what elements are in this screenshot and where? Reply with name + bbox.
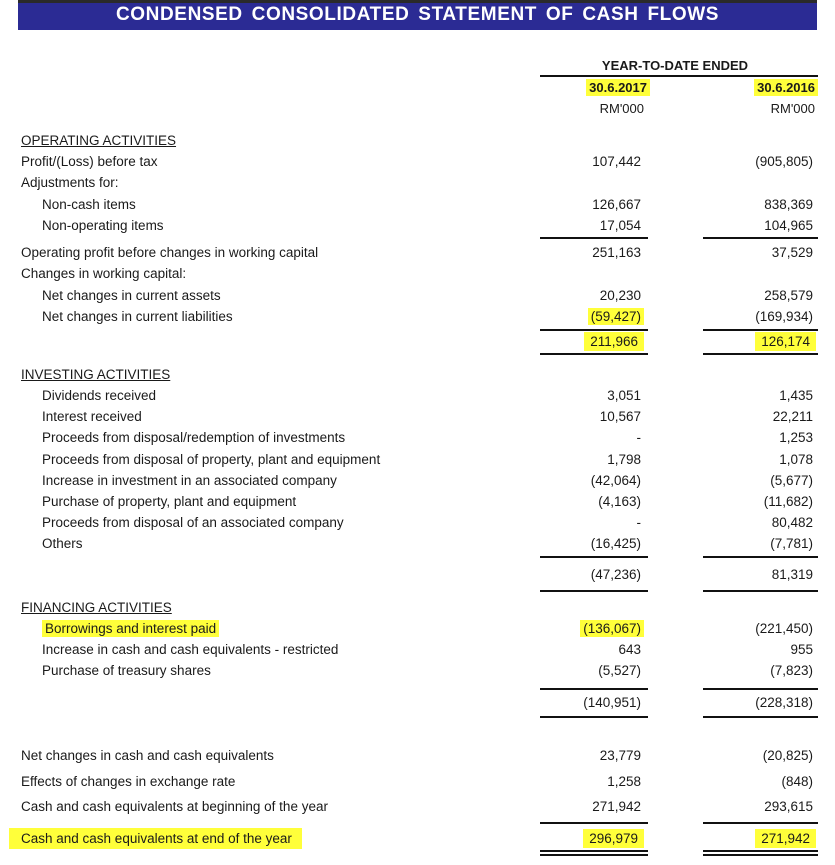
value-2016: (7,823): [770, 663, 813, 678]
value-2017: 1,258: [607, 774, 641, 789]
subtotal-rule: [703, 688, 818, 690]
value-2016: 1,435: [779, 388, 813, 403]
title-banner: [18, 0, 817, 30]
row-label: Interest received: [42, 409, 142, 424]
total-rule: [540, 353, 648, 355]
value-2016: 22,211: [772, 409, 813, 424]
row-label: Increase in cash and cash equivalents - restricted: [42, 642, 339, 657]
column-unit-2016: RM'000: [770, 101, 815, 116]
value-2017: -: [636, 430, 641, 445]
subtotal-rule: [703, 237, 818, 239]
value-2017: (16,425): [590, 536, 641, 551]
subtotal-rule: [540, 556, 648, 558]
column-date-2016: 30.6.2016: [754, 80, 815, 95]
column-unit-2017: RM'000: [599, 101, 644, 116]
value-2017: (42,064): [590, 473, 641, 488]
row-label: Proceeds from disposal/redemption of investments: [42, 430, 346, 445]
total-rule: [540, 590, 648, 592]
value-2017: 23,779: [599, 748, 641, 763]
subtotal-rule: [540, 237, 648, 239]
subtotal-rule: [540, 329, 648, 331]
value-2017: -: [636, 515, 641, 530]
row-label: Others: [42, 536, 83, 551]
value-2016: 258,579: [764, 288, 813, 303]
value-2017: 643: [618, 642, 641, 657]
subtotal-rule: [703, 822, 818, 824]
value-2016: 80,482: [771, 515, 813, 530]
value-2016: (221,450): [755, 621, 813, 636]
investing-total-2016: 81,319: [771, 567, 813, 582]
row-label: Net changes in current assets: [42, 288, 221, 303]
value-2016: (848): [781, 774, 813, 789]
value-2017: (136,067): [580, 620, 641, 637]
row-label: Borrowings and interest paid: [42, 620, 216, 637]
value-2016: 1,078: [779, 452, 813, 467]
value-2017: (5,527): [598, 663, 641, 678]
subtotal-rule: [540, 822, 648, 824]
value-2016: (7,781): [770, 536, 813, 551]
value-2016: 104,965: [764, 218, 813, 233]
double-rule-bottom: [703, 854, 818, 856]
financing-total-2016: (228,318): [755, 695, 813, 710]
total-rule: [703, 353, 818, 355]
row-label: Increase in investment in an associated company: [42, 473, 337, 488]
period-label: YEAR-TO-DATE ENDED: [601, 58, 749, 73]
row-label: Adjustments for:: [21, 175, 119, 190]
value-2016: (5,677): [770, 473, 813, 488]
cash-end-of-year-label: Cash and cash equivalents at end of the year: [9, 830, 302, 847]
operating-total-2016: 126,174: [755, 333, 813, 350]
value-2017: 271,942: [592, 799, 641, 814]
subtotal-rule: [540, 688, 648, 690]
row-label: Operating profit before changes in working capital: [21, 245, 319, 260]
value-2016: 955: [790, 642, 813, 657]
value-2017: 3,051: [607, 388, 641, 403]
row-label: Purchase of treasury shares: [42, 663, 211, 678]
row-label: Net changes in cash and cash equivalents: [21, 748, 274, 763]
section-heading-operating: OPERATING ACTIVITIES: [21, 133, 177, 148]
cash-end-of-year-2017: 296,979: [583, 830, 641, 847]
value-2016: 838,369: [764, 197, 813, 212]
section-heading-investing: INVESTING ACTIVITIES: [21, 367, 171, 382]
row-label: Cash and cash equivalents at beginning of the year: [21, 799, 328, 814]
investing-total-2017: (47,236): [590, 567, 641, 582]
header-rule: [540, 75, 818, 77]
value-2017: 10,567: [599, 409, 641, 424]
row-label: Dividends received: [42, 388, 157, 403]
cash-end-of-year-2016: 271,942: [755, 830, 813, 847]
row-label: Changes in working capital:: [21, 266, 187, 281]
subtotal-rule: [703, 329, 818, 331]
row-label: Purchase of property, plant and equipment: [42, 494, 297, 509]
section-heading-financing: FINANCING ACTIVITIES: [21, 600, 172, 615]
row-label: Non-operating items: [42, 218, 164, 233]
column-date-2017: 30.6.2017: [586, 80, 647, 95]
statement-title: CONDENSED CONSOLIDATED STATEMENT OF CASH FLOWS: [115, 4, 720, 25]
row-label: Non-cash items: [42, 197, 136, 212]
operating-total-2017: 211,966: [584, 333, 641, 350]
double-rule-top: [703, 850, 818, 852]
total-rule: [703, 590, 818, 592]
value-2017: (59,427): [588, 308, 641, 325]
value-2017: (4,163): [598, 494, 641, 509]
value-2017: 107,442: [592, 154, 641, 169]
value-2017: 251,163: [592, 245, 641, 260]
row-label: Effects of changes in exchange rate: [21, 774, 236, 789]
row-label: Proceeds from disposal of property, plant and equipment: [42, 452, 381, 467]
value-2016: 1,253: [779, 430, 813, 445]
value-2016: (905,805): [755, 154, 813, 169]
value-2017: 17,054: [599, 218, 641, 233]
value-2016: (169,934): [755, 309, 813, 324]
value-2016: 293,615: [764, 799, 813, 814]
double-rule-bottom: [540, 854, 648, 856]
value-2017: 126,667: [592, 197, 641, 212]
total-rule: [703, 716, 818, 718]
row-label: Net changes in current liabilities: [42, 309, 233, 324]
double-rule-top: [540, 850, 648, 852]
value-2017: 1,798: [607, 452, 641, 467]
subtotal-rule: [703, 556, 818, 558]
financing-total-2017: (140,951): [583, 695, 641, 710]
value-2016: 37,529: [771, 245, 813, 260]
total-rule: [540, 716, 648, 718]
row-label: Proceeds from disposal of an associated company: [42, 515, 344, 530]
value-2017: 20,230: [599, 288, 641, 303]
value-2016: (20,825): [762, 748, 813, 763]
value-2016: (11,682): [763, 494, 813, 509]
row-label: Profit/(Loss) before tax: [21, 154, 158, 169]
